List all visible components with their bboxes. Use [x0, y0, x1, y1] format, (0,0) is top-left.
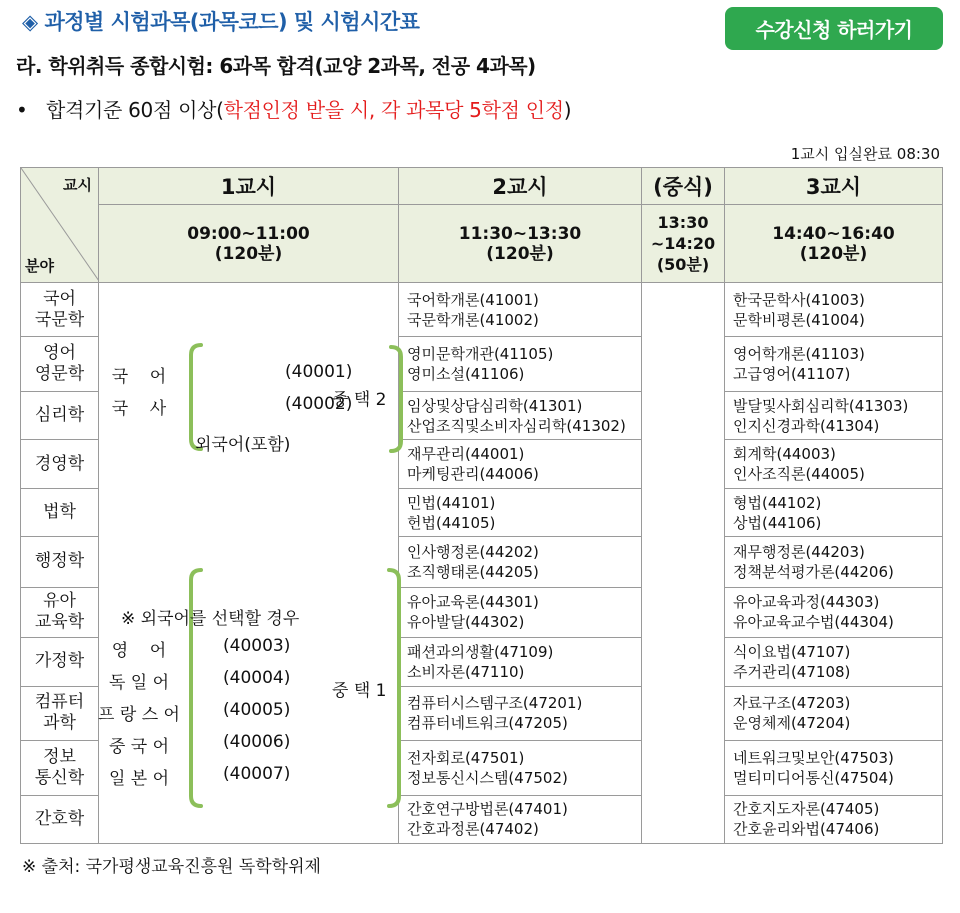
field-name-line: 영문학	[34, 364, 85, 385]
corner-period-label: 교시	[63, 176, 92, 194]
bullet-icon: •	[16, 98, 28, 122]
period-3-time-range: 14:40~16:40	[772, 223, 895, 244]
subject-item: 전자회로(47501)	[407, 748, 525, 767]
period-3-subjects	[725, 795, 943, 844]
period-3-time	[725, 205, 943, 283]
foreign-language-note: ※ 외국어를 선택할 경우	[121, 609, 300, 629]
subject-item: 상법(44106)	[733, 513, 822, 532]
period-3-subjects	[725, 686, 943, 740]
group2-subject-code: (40001)	[285, 362, 353, 382]
field-name-line: 간호학	[34, 808, 85, 829]
field-cell	[21, 488, 99, 536]
field-cell	[21, 391, 99, 439]
subject-item: 형법(44102)	[733, 493, 822, 512]
period-2-time	[399, 205, 642, 283]
pass-criteria	[16, 94, 571, 123]
right-bracket-group1	[387, 568, 403, 808]
group1-subject-name: 독 일 어	[108, 673, 170, 693]
subject-item: 멀티미디어통신(47504)	[733, 768, 894, 787]
criteria-credit-note: 학점인정 받을 시, 각 과목당 5학점 인정	[223, 98, 564, 122]
field-cell	[21, 638, 99, 686]
field-cell	[21, 537, 99, 587]
subject-item: 임상및상담심리학(41301)	[407, 396, 583, 415]
period-2-subjects	[399, 283, 642, 337]
subject-item: 영어학개론(41103)	[733, 345, 865, 364]
period-3-duration: (120분)	[799, 243, 868, 264]
period-3-subjects	[725, 488, 943, 536]
subject-item: 운영체제(47204)	[733, 714, 851, 733]
right-bracket-group2	[389, 345, 405, 453]
subject-item: 간호지도자론(47405)	[733, 800, 880, 819]
period-2-subjects	[399, 795, 642, 844]
field-name-line: 심리학	[34, 405, 85, 426]
subject-item: 재무행정론(44203)	[733, 542, 865, 561]
period-2-time-range: 11:30~13:30	[458, 223, 582, 244]
subject-item: 간호연구방법론(47401)	[407, 800, 568, 819]
field-name-line: 영어	[43, 343, 76, 364]
lunch-header: (중식)	[642, 168, 725, 205]
period-3-subjects	[725, 391, 943, 439]
group1-subject-code: (40007)	[223, 764, 291, 784]
period-3-header: 3교시	[725, 168, 943, 205]
page-title: ◈ 과정별 시험과목(과목코드) 및 시험시간표	[22, 10, 420, 34]
field-cell	[21, 440, 99, 488]
field-name-line: 교육학	[34, 612, 85, 633]
subject-item: 인사조직론(44005)	[733, 465, 865, 484]
group1-subject-name: 일 본 어	[108, 769, 170, 789]
subject-item: 패션과의생활(47109)	[407, 642, 554, 661]
subject-item: 회계학(44003)	[733, 445, 836, 464]
period-3-subjects	[725, 337, 943, 391]
period-2-duration: (120분)	[486, 243, 554, 264]
period-1-time	[99, 205, 399, 283]
group1-subject-code: (40005)	[223, 700, 291, 720]
criteria-text: 합격기준 60점 이상(	[46, 98, 224, 122]
period-2-subjects	[399, 741, 642, 795]
subject-item: 소비자론(47110)	[407, 662, 525, 681]
table-row	[21, 283, 943, 337]
lunch-duration: (50분)	[656, 255, 710, 274]
subject-item: 마케팅관리(44006)	[407, 465, 539, 484]
subject-item: 영미소설(41106)	[407, 365, 525, 384]
field-cell	[21, 795, 99, 844]
subject-item: 산업조직및소비자심리학(41302)	[407, 416, 626, 435]
period-2-subjects	[399, 337, 642, 391]
subject-item: 인사행정론(44202)	[407, 542, 539, 561]
group1-subject-name: 프 랑 스 어	[98, 705, 180, 725]
subject-item: 네트워크및보안(47503)	[733, 748, 894, 767]
field-name-line: 유아	[43, 591, 76, 612]
subject-item: 유아교육교수법(44304)	[733, 613, 894, 632]
subject-item: 컴퓨터네트워크(47205)	[407, 714, 568, 733]
group2-extra-note: 외국어(포함)	[195, 435, 291, 455]
period-2-subjects	[399, 638, 642, 686]
period-2-subjects	[399, 537, 642, 587]
subject-item: 간호과정론(47402)	[407, 820, 539, 839]
subject-item: 정보통신시스템(47502)	[407, 768, 568, 787]
period-1-header: 1교시	[99, 168, 399, 205]
lunch-time	[642, 205, 725, 283]
period-3-subjects	[725, 537, 943, 587]
source-note: ※ 출처: 국가평생교육진흥원 독학학위제	[22, 857, 321, 877]
subject-item: 식이요법(47107)	[733, 642, 851, 661]
exam-schedule-table	[20, 167, 943, 844]
period-3-subjects	[725, 587, 943, 637]
period-2-subjects	[399, 440, 642, 488]
period-3-subjects	[725, 638, 943, 686]
subject-item: 영미문학개관(41105)	[407, 345, 554, 364]
general-subjects-wrap	[99, 283, 399, 843]
corner-field-label: 분야	[25, 257, 54, 275]
lunch-time-start: 13:30	[657, 213, 709, 232]
field-cell	[21, 283, 99, 337]
field-name-line: 과학	[43, 713, 76, 734]
period-3-subjects	[725, 741, 943, 795]
field-name-line: 경영학	[34, 453, 85, 474]
period-3-subjects	[725, 283, 943, 337]
period-1-duration: (120분)	[214, 243, 283, 264]
subject-item: 문학비평론(41004)	[733, 310, 865, 329]
subject-item: 정책분석평가론(44206)	[733, 562, 894, 581]
subject-item: 헌법(44105)	[407, 513, 496, 532]
period-3-subjects	[725, 440, 943, 488]
subject-item: 자료구조(47203)	[733, 694, 851, 713]
group2-subject-code: (40002)	[285, 394, 353, 414]
subject-item: 민법(44101)	[407, 493, 496, 512]
period-2-subjects	[399, 686, 642, 740]
period-2-header: 2교시	[399, 168, 642, 205]
subject-item: 조직행태론(44205)	[407, 562, 539, 581]
field-name-line: 정보	[43, 746, 76, 767]
subject-item: 발달및사회심리학(41303)	[733, 396, 909, 415]
period-1-time-range: 09:00~11:00	[187, 223, 310, 244]
subject-item: 국어학개론(41001)	[407, 290, 539, 309]
subject-item: 유아교육과정(44303)	[733, 593, 880, 612]
subject-item: 유아발달(44302)	[407, 613, 525, 632]
group2-subject-name: 국 어	[111, 367, 167, 387]
subject-item: 유아교육론(44301)	[407, 593, 539, 612]
choose-two-outer: 중 택 2	[332, 390, 387, 410]
field-cell	[21, 741, 99, 795]
subject-item: 국문학개론(41002)	[407, 310, 539, 329]
corner-cell	[21, 168, 99, 283]
lunch-time-end: ~14:20	[650, 234, 716, 253]
field-name-line: 컴퓨터	[34, 692, 85, 713]
field-cell	[21, 686, 99, 740]
subject-item: 주거관리(47108)	[733, 662, 851, 681]
choose-one-outer: 중 택 1	[332, 681, 387, 701]
field-cell	[21, 337, 99, 391]
subject-item: 컴퓨터시스템구조(47201)	[407, 694, 583, 713]
group1-subject-name: 영 어	[111, 641, 167, 661]
group2-subject-name: 국 사	[111, 399, 167, 419]
group1-subject-code: (40006)	[223, 732, 291, 752]
subject-item: 고급영어(41107)	[733, 365, 851, 384]
entry-time-note: 1교시 입실완료 08:30	[790, 145, 940, 163]
subject-item: 간호윤리와법(47406)	[733, 820, 880, 839]
subject-item: 재무관리(44001)	[407, 445, 525, 464]
period-2-subjects	[399, 391, 642, 439]
field-cell	[21, 587, 99, 637]
exam-subtitle: 라. 학위취득 종합시험: 6과목 합격(교양 2과목, 전공 4과목)	[16, 54, 536, 78]
field-name-line: 국문학	[34, 309, 85, 330]
period-2-subjects	[399, 488, 642, 536]
field-name-line: 법학	[43, 502, 76, 523]
subject-item: 인지신경과학(41304)	[733, 416, 880, 435]
enroll-button[interactable]: 수강신청 하러가기	[725, 7, 943, 50]
criteria-close: )	[563, 98, 572, 122]
field-name-line: 가정학	[34, 651, 85, 672]
period-2-subjects	[399, 587, 642, 637]
group1-subject-code: (40004)	[223, 668, 291, 688]
group1-subject-name: 중 국 어	[108, 737, 170, 757]
field-name-line: 국어	[43, 288, 76, 309]
group1-subject-code: (40003)	[223, 636, 291, 656]
period-1-subjects-cell	[99, 283, 399, 844]
field-name-line: 행정학	[34, 551, 85, 572]
lunch-break-cell	[642, 283, 725, 844]
subject-item: 한국문학사(41003)	[733, 290, 865, 309]
field-name-line: 통신학	[34, 767, 85, 788]
